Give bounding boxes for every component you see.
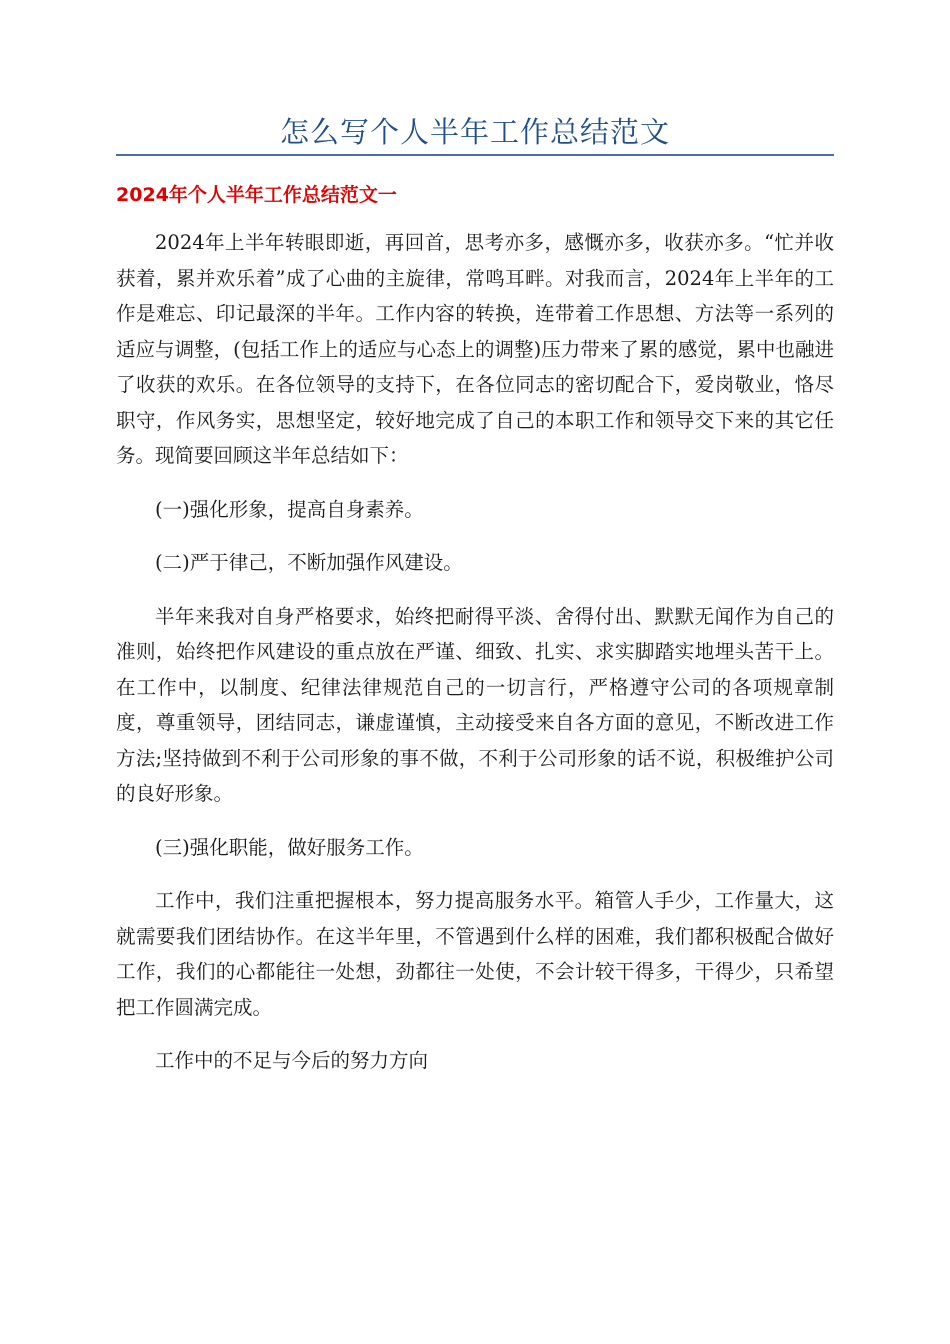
- document-body: [116, 197, 834, 1097]
- paragraph-intro: 2024年上半年转眼即逝，再回首，思考亦多，感慨亦多，收获亦多。“忙并收获着，累并欢乐着”成了心曲的主旋律，常鸣耳畔。对我而言，2024年上半年的工作是难忘、印记最深的半年。工作内容的转换，连带着工作思想、方法等一系列的适应与调整，(包括工作上的适应与心态上的调整)压力带来了累的感觉，累中也融进了收获的欢乐。在各位领导的支持下，在各位同志的密切配合下，爱岗敬业，恪尽职守，作风务实，思想坚定，较好地完成了自己的本职工作和领导交下来的其它任务。现简要回顾这半年总结如下：: [116, 231, 834, 467]
- section-heading: 2024年个人半年工作总结范文一: [116, 184, 397, 206]
- paragraph-item-1: (一)强化形象，提高自身素养。: [155, 497, 424, 521]
- paragraph-item-2: (二)严于律己，不断加强作风建设。: [155, 551, 463, 574]
- paragraph-conduct: 半年来我对自身严格要求，始终把耐得平淡、舍得付出、默默无闻作为自己的准则，始终把作风建设的重点放在严谨、细致、扎实、求实脚踏实地埋头苦干上。在工作中，以制度、纪律法律规范自己的一切言行，严格遵守公司的各项规章制度，尊重领导，团结同志，谦虚谨慎，主动接受来自各方面的意见，不断改进工作方法;坚持做到不利于公司形象的事不做，不利于公司形象的话不说，积极维护公司的良好形象。: [116, 604, 834, 805]
- paragraph-item-3: (三)强化职能，做好服务工作。: [155, 835, 424, 859]
- paragraph-shortcomings: 工作中的不足与今后的努力方向: [155, 1049, 429, 1072]
- document-title: 怎么写个人半年工作总结范文: [279, 115, 670, 149]
- title-underline: [116, 154, 834, 156]
- paragraph-service: 工作中，我们注重把握根本，努力提高服务水平。箱管人手少，工作量大，这就需要我们团结协作。在这半年里，不管遇到什么样的困难，我们都积极配合做好工作，我们的心都能往一处想，劲都往一处使，不会计较干得多，干得少，只希望把工作圆满完成。: [116, 889, 834, 1019]
